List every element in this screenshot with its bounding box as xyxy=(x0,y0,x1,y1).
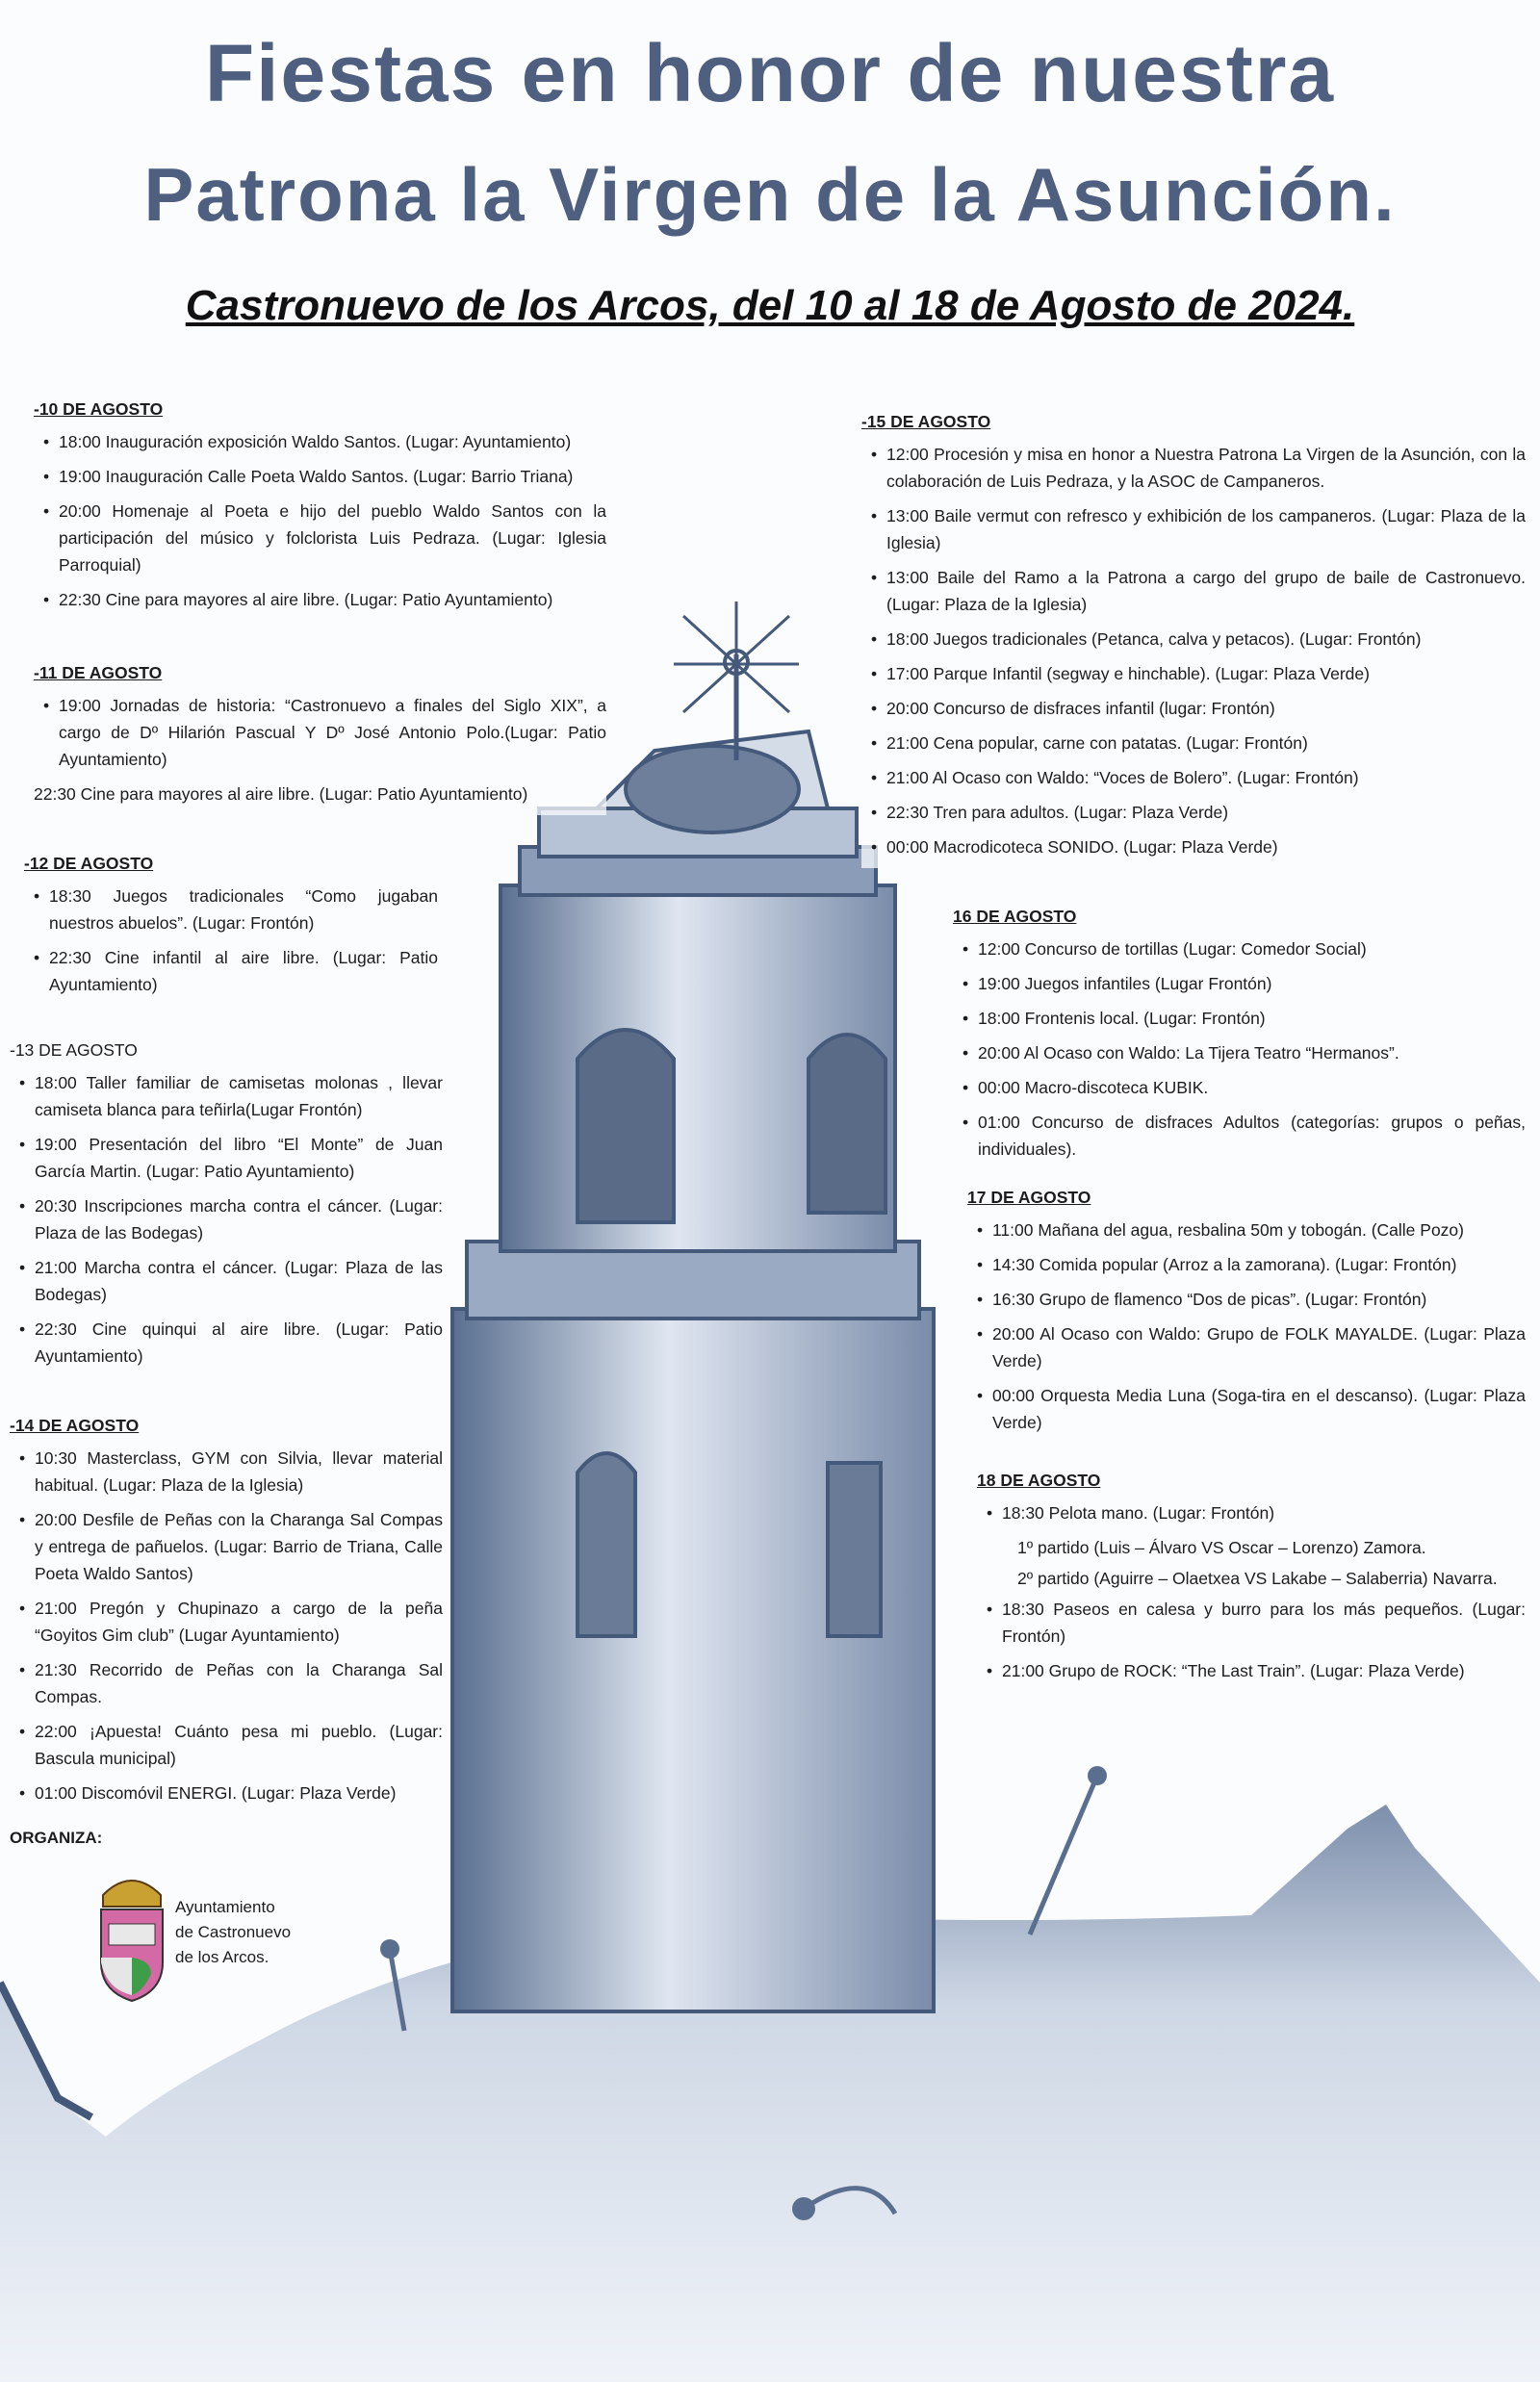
event-item xyxy=(10,1192,443,1246)
bullet-icon: • xyxy=(19,1135,26,1154)
event-text: 19:00 Inauguración Calle Poeta Waldo Santos. (Lugar: Barrio Triana) xyxy=(59,467,574,486)
bullet-icon: • xyxy=(962,1009,969,1028)
day-heading: 16 DE AGOSTO xyxy=(953,907,1077,926)
event-text: 00:00 Orquesta Media Luna (Soga-tira en el descanso). (Lugar: Plaza Verde) xyxy=(992,1386,1526,1432)
bullet-icon: • xyxy=(977,1386,984,1405)
day-section-17 xyxy=(967,1184,1526,1444)
event-item xyxy=(977,1534,1526,1561)
day-heading: -11 DE AGOSTO xyxy=(34,663,163,682)
bullet-icon: • xyxy=(962,1113,969,1132)
bullet-icon: • xyxy=(871,837,878,857)
event-text: 00:00 Macrodicoteca SONIDO. (Lugar: Plaza Verde) xyxy=(886,837,1278,857)
event-text: 14:30 Comida popular (Arroz a la zamorana). (Lugar: Frontón) xyxy=(992,1255,1457,1274)
bullet-icon: • xyxy=(871,699,878,718)
event-text: 01:00 Discomóvil ENERGI. (Lugar: Plaza Verde) xyxy=(35,1783,397,1803)
bullet-icon: • xyxy=(43,432,50,451)
day-heading: 17 DE AGOSTO xyxy=(967,1188,1091,1207)
organizer-block xyxy=(10,1828,606,2020)
event-text: 18:30 Paseos en calesa y burro para los más pequeños. (Lugar: Frontón) xyxy=(1002,1600,1526,1646)
event-text: 20:30 Inscripciones marcha contra el cáncer. (Lugar: Plaza de las Bodegas) xyxy=(35,1196,443,1242)
bullet-icon: • xyxy=(19,1599,26,1618)
event-item xyxy=(24,944,438,998)
bullet-icon: • xyxy=(43,501,50,521)
event-text: 22:30 Tren para adultos. (Lugar: Plaza Verde) xyxy=(886,803,1229,822)
event-item xyxy=(861,695,1526,722)
day-heading: -14 DE AGOSTO xyxy=(10,1416,140,1435)
event-text: 10:30 Masterclass, GYM con Silvia, llevar material habitual. (Lugar: Plaza de la Iglesia) xyxy=(35,1448,443,1495)
event-text: 12:00 Concurso de tortillas (Lugar: Comedor Social) xyxy=(978,939,1367,959)
event-item xyxy=(10,1254,443,1308)
day-section-11 xyxy=(34,659,606,815)
day-heading: -10 DE AGOSTO xyxy=(34,399,164,419)
event-text: 18:00 Frontenis local. (Lugar: Frontón) xyxy=(978,1009,1266,1028)
bullet-icon: • xyxy=(19,1722,26,1741)
event-text: 19:00 Presentación del libro “El Monte” de Juan García Martin. (Lugar: Patio Ayuntamiento) xyxy=(35,1135,443,1181)
bullet-icon: • xyxy=(871,445,878,464)
bullet-icon: • xyxy=(987,1600,993,1619)
left-column xyxy=(10,396,606,2020)
event-text: 1º partido (Luis – Álvaro VS Oscar – Lorenzo) Zamora. xyxy=(1017,1538,1426,1557)
event-item xyxy=(967,1320,1526,1374)
bullet-icon: • xyxy=(19,1319,26,1339)
bullet-icon: • xyxy=(871,629,878,649)
event-text: 2º partido (Aguirre – Olaetxea VS Lakabe – Salaberria) Navarra. xyxy=(1017,1569,1498,1588)
organizer-label: ORGANIZA: xyxy=(10,1829,103,1847)
event-item xyxy=(861,799,1526,826)
event-text: 21:00 Cena popular, carne con patatas. (Lugar: Frontón) xyxy=(886,733,1308,753)
event-item xyxy=(10,1131,443,1185)
event-text: 20:00 Al Ocaso con Waldo: La Tijera Teatro “Hermanos”. xyxy=(978,1043,1399,1063)
subtitle: Castronuevo de los Arcos, del 10 al 18 de Agosto de 2024. xyxy=(185,282,1355,329)
day-section-15 xyxy=(861,408,1526,868)
event-text: 00:00 Macro-discoteca KUBIK. xyxy=(978,1078,1209,1097)
bullet-icon: • xyxy=(962,939,969,959)
day-heading: 18 DE AGOSTO xyxy=(977,1471,1101,1490)
event-item xyxy=(34,463,606,490)
event-text: 22:30 Cine quinqui al aire libre. (Lugar: Patio Ayuntamiento) xyxy=(35,1319,443,1366)
event-text: 13:00 Baile vermut con refresco y exhibición de los campaneros. (Lugar: Plaza de la Iglesia) xyxy=(886,506,1526,552)
bullet-icon: • xyxy=(962,974,969,993)
bullet-icon: • xyxy=(19,1196,26,1216)
event-text: 20:00 Homenaje al Poeta e hijo del pueblo Waldo Santos con la participación del músico y folclorista Luis Pedraza. (Lugar: Iglesia Parroquial) xyxy=(59,501,606,575)
event-item xyxy=(977,1596,1526,1650)
event-item xyxy=(10,1316,443,1370)
bullet-icon: • xyxy=(19,1510,26,1529)
event-item xyxy=(34,586,606,613)
bullet-icon: • xyxy=(43,590,50,609)
bullet-icon: • xyxy=(987,1661,993,1680)
event-text: 21:00 Grupo de ROCK: “The Last Train”. (Lugar: Plaza Verde) xyxy=(1002,1661,1465,1680)
event-text: 22:30 Cine infantil al aire libre. (Lugar: Patio Ayuntamiento) xyxy=(49,948,438,994)
event-text: 18:00 Taller familiar de camisetas molonas , llevar camiseta blanca para teñirla(Lugar Frontón) xyxy=(35,1073,443,1119)
bullet-icon: • xyxy=(34,886,40,906)
event-item xyxy=(861,764,1526,791)
event-text: 19:00 Juegos infantiles (Lugar Frontón) xyxy=(978,974,1272,993)
organizer-name-line-3: de los Arcos. xyxy=(175,1948,270,1966)
day-section-12 xyxy=(24,850,438,1006)
event-text: 21:30 Recorrido de Peñas con la Charanga Sal Compas. xyxy=(35,1660,443,1706)
event-item xyxy=(953,1039,1526,1066)
bullet-icon: • xyxy=(962,1078,969,1097)
bullet-icon: • xyxy=(43,696,50,715)
bullet-icon: • xyxy=(19,1660,26,1679)
event-item xyxy=(10,1506,443,1587)
event-item xyxy=(10,1445,443,1498)
event-item xyxy=(34,428,606,455)
event-item xyxy=(861,833,1526,860)
event-text: 22:00 ¡Apuesta! Cuánto pesa mi pueblo. (Lugar: Bascula municipal) xyxy=(35,1722,443,1768)
event-text: 21:00 Al Ocaso con Waldo: “Voces de Bolero”. (Lugar: Frontón) xyxy=(886,768,1359,787)
bullet-icon: • xyxy=(871,568,878,587)
bullet-icon: • xyxy=(19,1448,26,1468)
organizer-name xyxy=(175,1895,291,1970)
event-item xyxy=(861,564,1526,618)
event-item xyxy=(967,1286,1526,1313)
event-text: 18:30 Pelota mano. (Lugar: Frontón) xyxy=(1002,1503,1275,1523)
event-item xyxy=(10,1656,443,1710)
organizer-name-line-1: Ayuntamiento xyxy=(175,1898,275,1916)
bullet-icon: • xyxy=(34,948,40,967)
day-section-13 xyxy=(10,1037,443,1377)
event-item xyxy=(10,1718,443,1772)
event-text: 19:00 Jornadas de historia: “Castronuevo a finales del Siglo XIX”, a cargo de Dº Hilarión Pascual Y Dº José Antonio Polo.(Lugar: Patio Ayuntamiento) xyxy=(59,696,606,769)
event-text: 21:00 Marcha contra el cáncer. (Lugar: Plaza de las Bodegas) xyxy=(35,1258,443,1304)
event-item xyxy=(861,502,1526,556)
day-section-16 xyxy=(953,903,1526,1170)
event-item xyxy=(861,441,1526,495)
day-section-10 xyxy=(34,396,606,621)
event-item xyxy=(953,1109,1526,1163)
bullet-icon: • xyxy=(19,1258,26,1277)
day-section-14 xyxy=(10,1412,443,1814)
event-item xyxy=(861,660,1526,687)
bullet-icon: • xyxy=(871,768,878,787)
bullet-icon: • xyxy=(43,467,50,486)
event-item xyxy=(977,1657,1526,1684)
day-section-18 xyxy=(977,1467,1526,1692)
event-text: 18:00 Juegos tradicionales (Petanca, calva y petacos). (Lugar: Frontón) xyxy=(886,629,1422,649)
event-text: 20:00 Al Ocaso con Waldo: Grupo de FOLK MAYALDE. (Lugar: Plaza Verde) xyxy=(992,1324,1526,1370)
event-text: 17:00 Parque Infantil (segway e hinchable). (Lugar: Plaza Verde) xyxy=(886,664,1370,683)
bullet-icon: • xyxy=(19,1073,26,1092)
event-text: 20:00 Concurso de disfraces infantil (lugar: Frontón) xyxy=(886,699,1275,718)
event-text: 22:30 Cine para mayores al aire libre. (Lugar: Patio Ayuntamiento) xyxy=(34,784,528,804)
event-item xyxy=(967,1382,1526,1436)
event-item xyxy=(967,1217,1526,1243)
event-text: 18:00 Inauguración exposición Waldo Santos. (Lugar: Ayuntamiento) xyxy=(59,432,572,451)
event-text: 16:30 Grupo de flamenco “Dos de picas”. (Lugar: Frontón) xyxy=(992,1290,1427,1309)
event-text: 12:00 Procesión y misa en honor a Nuestra Patrona La Virgen de la Asunción, con la colaboración de Luis Pedraza, y la ASOC de Campaneros. xyxy=(886,445,1526,491)
bullet-icon: • xyxy=(977,1255,984,1274)
bullet-icon: • xyxy=(977,1324,984,1344)
event-item xyxy=(953,1005,1526,1032)
event-item xyxy=(10,1069,443,1123)
day-heading: -13 DE AGOSTO xyxy=(10,1040,138,1060)
event-item xyxy=(953,935,1526,962)
organizer-name-line-2: de Castronuevo xyxy=(175,1923,292,1941)
event-text: 18:30 Juegos tradicionales “Como jugaban nuestros abuelos”. (Lugar: Frontón) xyxy=(49,886,438,933)
bullet-icon: • xyxy=(977,1220,984,1240)
event-text: 11:00 Mañana del agua, resbalina 50m y tobogán. (Calle Pozo) xyxy=(992,1220,1464,1240)
event-item xyxy=(967,1251,1526,1278)
bullet-icon: • xyxy=(962,1043,969,1063)
bullet-icon: • xyxy=(871,733,878,753)
event-item xyxy=(34,498,606,578)
event-item xyxy=(24,883,438,936)
event-item xyxy=(10,1595,443,1649)
day-heading: -12 DE AGOSTO xyxy=(24,854,154,873)
event-item xyxy=(10,1780,443,1806)
event-text: 20:00 Desfile de Peñas con la Charanga Sal Compas y entrega de pañuelos. (Lugar: Barrio de Triana, Calle Poeta Waldo Santos) xyxy=(35,1510,443,1583)
bullet-icon: • xyxy=(987,1503,993,1523)
bullet-icon: • xyxy=(871,506,878,525)
title-line-2: Patrona la Virgen de la Asunción. xyxy=(143,152,1397,237)
event-item xyxy=(34,692,606,773)
event-item xyxy=(977,1499,1526,1526)
event-text: 13:00 Baile del Ramo a la Patrona a cargo del grupo de baile de Castronuevo. (Lugar: Plaza de la Iglesia) xyxy=(886,568,1526,614)
event-text: 22:30 Cine para mayores al aire libre. (Lugar: Patio Ayuntamiento) xyxy=(59,590,553,609)
right-column xyxy=(861,408,1526,1692)
coat-of-arms-logo xyxy=(93,1866,170,2011)
bullet-icon: • xyxy=(19,1783,26,1803)
title-line-1: Fiestas en honor de nuestra xyxy=(204,28,1336,118)
event-item xyxy=(861,626,1526,653)
event-item xyxy=(953,1074,1526,1101)
event-item xyxy=(861,730,1526,756)
event-item xyxy=(977,1565,1526,1592)
event-text: 21:00 Pregón y Chupinazo a cargo de la peña “Goyitos Gim club” (Lugar Ayuntamiento) xyxy=(35,1599,443,1645)
event-text: 01:00 Concurso de disfraces Adultos (categorías: grupos o peñas, individuales). xyxy=(978,1113,1526,1159)
bullet-icon: • xyxy=(871,803,878,822)
day-heading: -15 DE AGOSTO xyxy=(861,412,991,431)
event-item xyxy=(34,781,606,807)
bullet-icon: • xyxy=(871,664,878,683)
bullet-icon: • xyxy=(977,1290,984,1309)
event-item xyxy=(953,970,1526,997)
